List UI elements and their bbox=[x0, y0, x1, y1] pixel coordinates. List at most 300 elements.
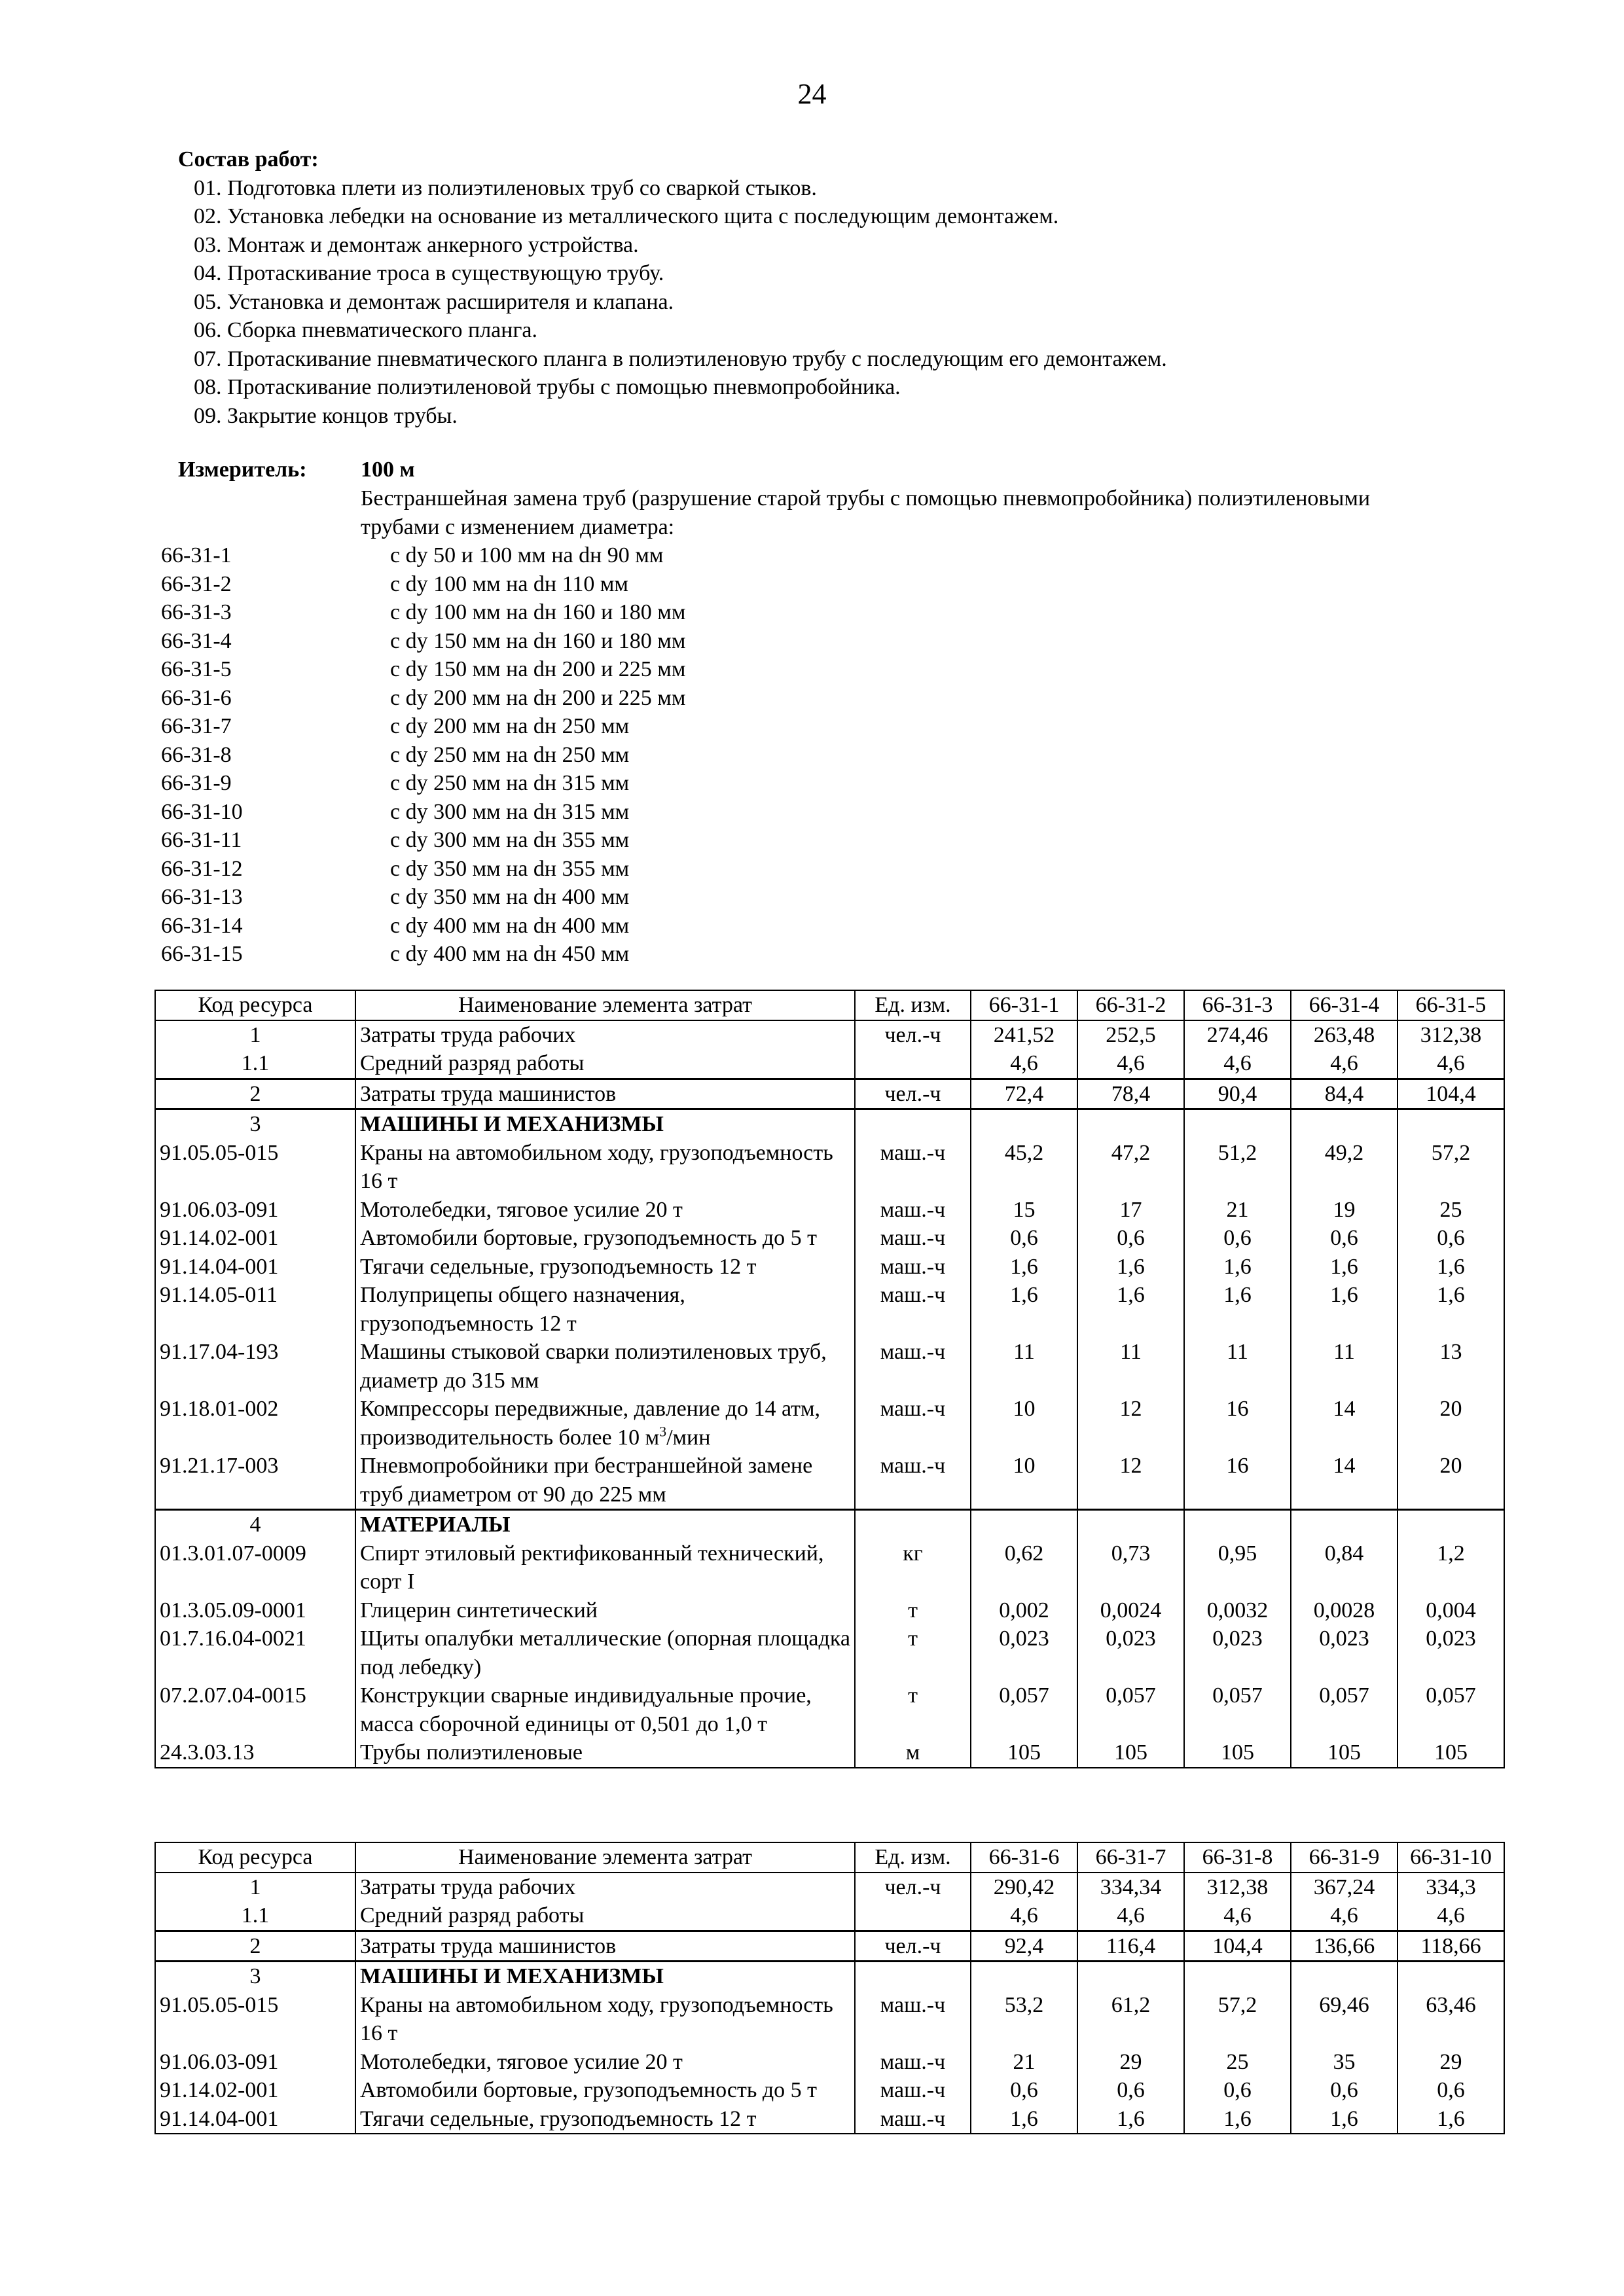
resource-value: 15 bbox=[971, 1196, 1077, 1225]
measure-description-line: Бестраншейная замена труб (разрушение старой трубы с помощью пневмопробойника) полиэтиленовыми bbox=[361, 486, 1371, 511]
resource-name: Краны на автомобильном ходу, грузоподъемность 16 т bbox=[355, 1139, 855, 1196]
resource-unit bbox=[855, 1962, 971, 1991]
norm-code-description: с dу 350 мм на dн 355 мм bbox=[390, 856, 630, 881]
measure-label: Измеритель: bbox=[178, 457, 307, 482]
norm-code-row bbox=[161, 684, 1077, 713]
header-norm-column: 66-31-6 bbox=[971, 1842, 1077, 1873]
resource-name: МАШИНЫ И МЕХАНИЗМЫ bbox=[355, 1109, 855, 1139]
resource-value: 12 bbox=[1077, 1452, 1184, 1510]
resource-value: 118,66 bbox=[1398, 1931, 1504, 1962]
resource-value bbox=[1077, 1109, 1184, 1139]
table-row bbox=[155, 1020, 1504, 1050]
resource-value: 0,023 bbox=[1398, 1624, 1504, 1681]
resource-code: 3 bbox=[155, 1962, 355, 1991]
resource-name: Средний разряд работы bbox=[355, 1049, 855, 1079]
resource-code: 91.05.05-015 bbox=[155, 1991, 355, 2048]
resource-value bbox=[1398, 1962, 1504, 1991]
resource-value: 84,4 bbox=[1291, 1079, 1398, 1109]
resource-name: Мотолебедки, тяговое усилие 20 т bbox=[355, 1196, 855, 1225]
resource-unit: маш.-ч bbox=[855, 2105, 971, 2134]
resource-value: 367,24 bbox=[1291, 1873, 1398, 1902]
norm-code-row bbox=[161, 912, 1077, 941]
resource-code: 01.3.05.09-0001 bbox=[155, 1596, 355, 1625]
resource-value: 1,6 bbox=[1077, 2105, 1184, 2134]
norm-code: 66-31-11 bbox=[161, 828, 242, 852]
resource-value: 19 bbox=[1291, 1196, 1398, 1225]
resource-value: 105 bbox=[1077, 1738, 1184, 1768]
resource-value: 116,4 bbox=[1077, 1931, 1184, 1962]
norm-code-row bbox=[161, 627, 1077, 656]
resource-table-2 bbox=[154, 1842, 1505, 2134]
resource-value: 11 bbox=[1184, 1338, 1291, 1395]
resource-value: 16 bbox=[1184, 1395, 1291, 1452]
resource-unit: маш.-ч bbox=[855, 1452, 971, 1510]
header-norm-column: 66-31-3 bbox=[1184, 990, 1291, 1020]
resource-value: 35 bbox=[1291, 2048, 1398, 2077]
resource-value: 105 bbox=[971, 1738, 1077, 1768]
resource-value: 0,057 bbox=[971, 1681, 1077, 1738]
resource-code: 91.06.03-091 bbox=[155, 1196, 355, 1225]
norm-code-row bbox=[161, 798, 1077, 827]
resource-value: 0,023 bbox=[1184, 1624, 1291, 1681]
table-row bbox=[155, 1079, 1504, 1109]
header-code: Код ресурса bbox=[155, 1842, 355, 1873]
resource-unit: маш.-ч bbox=[855, 2076, 971, 2105]
table-row bbox=[155, 1681, 1504, 1738]
resource-code: 91.21.17-003 bbox=[155, 1452, 355, 1510]
table-row bbox=[155, 1873, 1504, 1902]
resource-value: 11 bbox=[971, 1338, 1077, 1395]
resource-value: 104,4 bbox=[1184, 1931, 1291, 1962]
composition-item: 05. Установка и демонтаж расширителя и клапана. bbox=[194, 289, 674, 314]
resource-unit: маш.-ч bbox=[855, 1395, 971, 1452]
resource-code: 07.2.07.04-0015 bbox=[155, 1681, 355, 1738]
resource-value: 4,6 bbox=[1184, 1049, 1291, 1079]
resource-value: 92,4 bbox=[971, 1931, 1077, 1962]
resource-value: 14 bbox=[1291, 1395, 1398, 1452]
composition-of-works bbox=[178, 145, 1487, 430]
resource-name: Пневмопробойники при бестраншейной замене труб диаметром от 90 до 225 мм bbox=[355, 1452, 855, 1510]
resource-code: 01.7.16.04-0021 bbox=[155, 1624, 355, 1681]
table-row bbox=[155, 1049, 1504, 1079]
resource-value: 0,84 bbox=[1291, 1539, 1398, 1596]
resource-unit: маш.-ч bbox=[855, 2048, 971, 2077]
norm-code: 66-31-14 bbox=[161, 913, 243, 938]
norm-code: 66-31-13 bbox=[161, 885, 243, 909]
table-header-row bbox=[155, 1842, 1504, 1873]
resource-value: 49,2 bbox=[1291, 1139, 1398, 1196]
resource-value: 252,5 bbox=[1077, 1020, 1184, 1050]
resource-code: 1.1 bbox=[155, 1049, 355, 1079]
resource-value: 105 bbox=[1398, 1738, 1504, 1768]
table-row bbox=[155, 2105, 1504, 2134]
norm-code-row bbox=[161, 712, 1077, 741]
resource-name: Конструкции сварные индивидуальные прочие, масса сборочной единицы от 0,501 до 1,0 т bbox=[355, 1681, 855, 1738]
table-row bbox=[155, 1901, 1504, 1931]
resource-code: 24.3.03.13 bbox=[155, 1738, 355, 1768]
resource-name: Компрессоры передвижные, давление до 14 атм, производительность более 10 $м^3$/мин bbox=[355, 1395, 855, 1452]
resource-value: 0,73 bbox=[1077, 1539, 1184, 1596]
resource-value: 57,2 bbox=[1184, 1991, 1291, 2048]
resource-value: 4,6 bbox=[1291, 1901, 1398, 1931]
resource-value: 1,6 bbox=[971, 2105, 1077, 2134]
table-row bbox=[155, 1109, 1504, 1139]
resource-value bbox=[1398, 1510, 1504, 1539]
resource-value: 78,4 bbox=[1077, 1079, 1184, 1109]
composition-item: 07. Протаскивание пневматического планга в полиэтиленовую трубу с последующим его демонтажем. bbox=[194, 346, 1167, 371]
resource-value: 312,38 bbox=[1398, 1020, 1504, 1050]
resource-value: 1,6 bbox=[1291, 1281, 1398, 1338]
resource-unit: маш.-ч bbox=[855, 1224, 971, 1253]
norm-code: 66-31-12 bbox=[161, 856, 243, 881]
norm-code-description: с dу 50 и 100 мм на dн 90 мм bbox=[390, 543, 664, 567]
norm-code: 66-31-7 bbox=[161, 714, 232, 738]
resource-value: 334,3 bbox=[1398, 1873, 1504, 1902]
table-row bbox=[155, 1991, 1504, 2048]
measure-value: 100 м bbox=[361, 457, 415, 482]
header-norm-column: 66-31-8 bbox=[1184, 1842, 1291, 1873]
resource-value: 1,6 bbox=[971, 1253, 1077, 1282]
resource-value: 72,4 bbox=[971, 1079, 1077, 1109]
norm-code-description: с dу 250 мм на dн 250 мм bbox=[390, 742, 630, 767]
resource-value: 57,2 bbox=[1398, 1139, 1504, 1196]
resource-unit: маш.-ч bbox=[855, 1338, 971, 1395]
resource-value: 14 bbox=[1291, 1452, 1398, 1510]
table-row bbox=[155, 1281, 1504, 1338]
resource-name: Тягачи седельные, грузоподъемность 12 т bbox=[355, 1253, 855, 1282]
resource-table-1 bbox=[154, 990, 1505, 1768]
resource-code: 2 bbox=[155, 1931, 355, 1962]
resource-unit: м bbox=[855, 1738, 971, 1768]
resource-value: 334,34 bbox=[1077, 1873, 1184, 1902]
header-norm-column: 66-31-1 bbox=[971, 990, 1077, 1020]
norm-code: 66-31-10 bbox=[161, 799, 243, 824]
page-number: 24 bbox=[797, 78, 827, 110]
resource-value bbox=[1184, 1962, 1291, 1991]
resource-value: 45,2 bbox=[971, 1139, 1077, 1196]
resource-name: Затраты труда машинистов bbox=[355, 1079, 855, 1109]
resource-value: 0,057 bbox=[1398, 1681, 1504, 1738]
resource-value: 1,6 bbox=[971, 1281, 1077, 1338]
table-row bbox=[155, 1338, 1504, 1395]
resource-value: 263,48 bbox=[1291, 1020, 1398, 1050]
table-row bbox=[155, 1224, 1504, 1253]
header-name: Наименование элемента затрат bbox=[355, 1842, 855, 1873]
resource-value: 0,6 bbox=[971, 1224, 1077, 1253]
table-row bbox=[155, 1931, 1504, 1962]
composition-item: 06. Сборка пневматического планга. bbox=[194, 318, 537, 342]
norm-code: 66-31-9 bbox=[161, 771, 232, 795]
resource-value: 0,95 bbox=[1184, 1539, 1291, 1596]
resource-name: Полуприцепы общего назначения, грузоподъемность 12 т bbox=[355, 1281, 855, 1338]
resource-value: 63,46 bbox=[1398, 1991, 1504, 2048]
norm-code-description: с dу 350 мм на dн 400 мм bbox=[390, 885, 630, 909]
norm-code: 66-31-6 bbox=[161, 685, 232, 710]
header-code: Код ресурса bbox=[155, 990, 355, 1020]
measure-header bbox=[178, 456, 1487, 484]
resource-value bbox=[1077, 1510, 1184, 1539]
resource-value: 0,6 bbox=[1077, 2076, 1184, 2105]
table-row bbox=[155, 1196, 1504, 1225]
header-norm-column: 66-31-4 bbox=[1291, 990, 1398, 1020]
resource-value: 105 bbox=[1184, 1738, 1291, 1768]
norm-code-row bbox=[161, 655, 1077, 684]
resource-value: 0,0032 bbox=[1184, 1596, 1291, 1625]
composition-item: 09. Закрытие концов трубы. bbox=[194, 403, 458, 428]
resource-value: 4,6 bbox=[1398, 1901, 1504, 1931]
resource-unit: чел.-ч bbox=[855, 1020, 971, 1050]
norm-code-description: с dу 400 мм на dн 400 мм bbox=[390, 913, 630, 938]
resource-value: 0,004 bbox=[1398, 1596, 1504, 1625]
header-norm-column: 66-31-7 bbox=[1077, 1842, 1184, 1873]
table-row bbox=[155, 2076, 1504, 2105]
resource-value: 51,2 bbox=[1184, 1139, 1291, 1196]
resource-value: 16 bbox=[1184, 1452, 1291, 1510]
resource-unit bbox=[855, 1109, 971, 1139]
header-norm-column: 66-31-10 bbox=[1398, 1842, 1504, 1873]
resource-name: МАТЕРИАЛЫ bbox=[355, 1510, 855, 1539]
resource-unit: маш.-ч bbox=[855, 1281, 971, 1338]
resource-value: 241,52 bbox=[971, 1020, 1077, 1050]
resource-value: 1,6 bbox=[1291, 1253, 1398, 1282]
norm-code-description: с dу 200 мм на dн 200 и 225 мм bbox=[390, 685, 686, 710]
header-unit: Ед. изм. bbox=[855, 1842, 971, 1873]
resource-name: Спирт этиловый ректификованный технический, сорт I bbox=[355, 1539, 855, 1596]
norm-code-row bbox=[161, 741, 1077, 770]
table-row bbox=[155, 1962, 1504, 1991]
norm-code-description: с dу 250 мм на dн 315 мм bbox=[390, 771, 630, 795]
resource-unit: чел.-ч bbox=[855, 1873, 971, 1902]
resource-value bbox=[971, 1510, 1077, 1539]
norm-code-row bbox=[161, 826, 1077, 855]
resource-value: 47,2 bbox=[1077, 1139, 1184, 1196]
resource-value bbox=[1291, 1510, 1398, 1539]
resource-value: 25 bbox=[1184, 2048, 1291, 2077]
resource-unit: чел.-ч bbox=[855, 1931, 971, 1962]
table-row bbox=[155, 2048, 1504, 2077]
resource-code: 91.14.04-001 bbox=[155, 2105, 355, 2134]
resource-name: МАШИНЫ И МЕХАНИЗМЫ bbox=[355, 1962, 855, 1991]
resource-value: 1,6 bbox=[1184, 2105, 1291, 2134]
resource-code: 91.17.04-193 bbox=[155, 1338, 355, 1395]
resource-value: 10 bbox=[971, 1452, 1077, 1510]
resource-value: 312,38 bbox=[1184, 1873, 1291, 1902]
norm-code-row bbox=[161, 598, 1077, 627]
resource-unit: маш.-ч bbox=[855, 1991, 971, 2048]
norm-code-row bbox=[161, 769, 1077, 798]
resource-name: Средний разряд работы bbox=[355, 1901, 855, 1931]
resource-value: 4,6 bbox=[1077, 1049, 1184, 1079]
resource-name: Щиты опалубки металлические (опорная площадка под лебедку) bbox=[355, 1624, 855, 1681]
header-norm-column: 66-31-9 bbox=[1291, 1842, 1398, 1873]
norm-code-description: с dу 300 мм на dн 315 мм bbox=[390, 799, 630, 824]
table-row bbox=[155, 1539, 1504, 1596]
table-header-row bbox=[155, 990, 1504, 1020]
resource-code: 2 bbox=[155, 1079, 355, 1109]
resource-unit: т bbox=[855, 1596, 971, 1625]
resource-value: 13 bbox=[1398, 1338, 1504, 1395]
resource-value: 0,0024 bbox=[1077, 1596, 1184, 1625]
resource-name: Тягачи седельные, грузоподъемность 12 т bbox=[355, 2105, 855, 2134]
norm-code-row bbox=[161, 570, 1077, 599]
resource-value bbox=[1291, 1109, 1398, 1139]
resource-value: 1,2 bbox=[1398, 1539, 1504, 1596]
resource-unit: т bbox=[855, 1681, 971, 1738]
resource-value: 20 bbox=[1398, 1452, 1504, 1510]
resource-value: 1,6 bbox=[1398, 1281, 1504, 1338]
resource-code: 91.14.05-011 bbox=[155, 1281, 355, 1338]
norm-code: 66-31-4 bbox=[161, 628, 232, 653]
resource-value: 0,6 bbox=[1398, 2076, 1504, 2105]
header-norm-column: 66-31-5 bbox=[1398, 990, 1504, 1020]
resource-value: 0,62 bbox=[971, 1539, 1077, 1596]
resource-value: 4,6 bbox=[971, 1049, 1077, 1079]
measure-description bbox=[361, 484, 1513, 541]
resource-code: 91.06.03-091 bbox=[155, 2048, 355, 2077]
resource-unit: маш.-ч bbox=[855, 1139, 971, 1196]
norm-code-row bbox=[161, 541, 1077, 570]
resource-value: 1,6 bbox=[1077, 1281, 1184, 1338]
norm-code: 66-31-15 bbox=[161, 942, 243, 966]
resource-value bbox=[1398, 1109, 1504, 1139]
resource-value: 4,6 bbox=[1077, 1901, 1184, 1931]
norm-code: 66-31-3 bbox=[161, 600, 232, 624]
resource-value bbox=[971, 1109, 1077, 1139]
resource-value: 0,6 bbox=[1077, 1224, 1184, 1253]
resource-value: 136,66 bbox=[1291, 1931, 1398, 1962]
resource-value: 0,6 bbox=[1291, 1224, 1398, 1253]
table-row bbox=[155, 1510, 1504, 1539]
resource-value: 0,0028 bbox=[1291, 1596, 1398, 1625]
composition-item: 02. Установка лебедки на основание из металлического щита с последующим демонтажем. bbox=[194, 204, 1059, 228]
resource-code: 91.14.02-001 bbox=[155, 2076, 355, 2105]
resource-unit bbox=[855, 1901, 971, 1931]
resource-value: 11 bbox=[1077, 1338, 1184, 1395]
resource-name: Автомобили бортовые, грузоподъемность до 5 т bbox=[355, 2076, 855, 2105]
norm-code-description: с dу 100 мм на dн 160 и 180 мм bbox=[390, 600, 686, 624]
resource-name: Затраты труда рабочих bbox=[355, 1020, 855, 1050]
resource-value: 20 bbox=[1398, 1395, 1504, 1452]
resource-code: 1 bbox=[155, 1020, 355, 1050]
resource-value: 274,46 bbox=[1184, 1020, 1291, 1050]
composition-item: 04. Протаскивание троса в существующую трубу. bbox=[194, 261, 664, 285]
composition-item: 03. Монтаж и демонтаж анкерного устройства. bbox=[194, 232, 639, 257]
resource-unit: маш.-ч bbox=[855, 1253, 971, 1282]
norm-code: 66-31-1 bbox=[161, 543, 232, 567]
resource-value: 0,057 bbox=[1291, 1681, 1398, 1738]
norm-code-description: с dу 400 мм на dн 450 мм bbox=[390, 942, 630, 966]
table-row bbox=[155, 1738, 1504, 1768]
resource-value: 21 bbox=[1184, 1196, 1291, 1225]
resource-code: 1 bbox=[155, 1873, 355, 1902]
norm-code-description: с dу 100 мм на dн 110 мм bbox=[390, 571, 628, 596]
resource-value: 69,46 bbox=[1291, 1991, 1398, 2048]
resource-name: Автомобили бортовые, грузоподъемность до 5 т bbox=[355, 1224, 855, 1253]
resource-value: 0,6 bbox=[1184, 1224, 1291, 1253]
resource-value: 0,6 bbox=[1184, 2076, 1291, 2105]
resource-value: 0,002 bbox=[971, 1596, 1077, 1625]
resource-name: Затраты труда рабочих bbox=[355, 1873, 855, 1902]
resource-unit bbox=[855, 1049, 971, 1079]
resource-code: 91.14.02-001 bbox=[155, 1224, 355, 1253]
table-row bbox=[155, 1596, 1504, 1625]
resource-value bbox=[971, 1962, 1077, 1991]
resource-code: 91.18.01-002 bbox=[155, 1395, 355, 1452]
resource-code: 3 bbox=[155, 1109, 355, 1139]
resource-value: 0,023 bbox=[971, 1624, 1077, 1681]
norm-code: 66-31-2 bbox=[161, 571, 232, 596]
resource-name: Краны на автомобильном ходу, грузоподъемность 16 т bbox=[355, 1991, 855, 2048]
resource-unit: кг bbox=[855, 1539, 971, 1596]
table-row bbox=[155, 1253, 1504, 1282]
resource-value: 90,4 bbox=[1184, 1079, 1291, 1109]
resource-value: 21 bbox=[971, 2048, 1077, 2077]
header-name: Наименование элемента затрат bbox=[355, 990, 855, 1020]
resource-value: 0,057 bbox=[1077, 1681, 1184, 1738]
resource-code: 01.3.01.07-0009 bbox=[155, 1539, 355, 1596]
composition-item: 01. Подготовка плети из полиэтиленовых труб со сваркой стыков. bbox=[194, 175, 817, 200]
resource-value: 29 bbox=[1398, 2048, 1504, 2077]
resource-value bbox=[1184, 1109, 1291, 1139]
resource-value: 0,6 bbox=[1291, 2076, 1398, 2105]
resource-value bbox=[1077, 1962, 1184, 1991]
resource-value: 4,6 bbox=[971, 1901, 1077, 1931]
resource-name: Затраты труда машинистов bbox=[355, 1931, 855, 1962]
table-row bbox=[155, 1139, 1504, 1196]
norm-code-row bbox=[161, 940, 1077, 969]
resource-value: 290,42 bbox=[971, 1873, 1077, 1902]
header-unit: Ед. изм. bbox=[855, 990, 971, 1020]
norm-code: 66-31-5 bbox=[161, 657, 232, 681]
resource-value: 4,6 bbox=[1291, 1049, 1398, 1079]
resource-unit: маш.-ч bbox=[855, 1196, 971, 1225]
resource-value: 1,6 bbox=[1398, 2105, 1504, 2134]
resource-value: 17 bbox=[1077, 1196, 1184, 1225]
resource-name: Мотолебедки, тяговое усилие 20 т bbox=[355, 2048, 855, 2077]
norm-code-row bbox=[161, 883, 1077, 912]
norm-code-description: с dу 300 мм на dн 355 мм bbox=[390, 828, 630, 852]
resource-code: 1.1 bbox=[155, 1901, 355, 1931]
resource-value: 53,2 bbox=[971, 1991, 1077, 2048]
resource-unit: чел.-ч bbox=[855, 1079, 971, 1109]
resource-unit: т bbox=[855, 1624, 971, 1681]
resource-value: 0,057 bbox=[1184, 1681, 1291, 1738]
composition-item: 08. Протаскивание полиэтиленовой трубы с помощью пневмопробойника. bbox=[194, 375, 901, 399]
resource-value: 4,6 bbox=[1184, 1901, 1291, 1931]
resource-name: Глицерин синтетический bbox=[355, 1596, 855, 1625]
resource-name: Трубы полиэтиленовые bbox=[355, 1738, 855, 1768]
resource-value: 1,6 bbox=[1291, 2105, 1398, 2134]
composition-list bbox=[178, 174, 1487, 431]
resource-value: 61,2 bbox=[1077, 1991, 1184, 2048]
composition-title: Состав работ: bbox=[178, 147, 319, 171]
norm-code-description: с dу 150 мм на dн 200 и 225 мм bbox=[390, 657, 686, 681]
resource-value: 104,4 bbox=[1398, 1079, 1504, 1109]
resource-value: 10 bbox=[971, 1395, 1077, 1452]
resource-value bbox=[1184, 1510, 1291, 1539]
norm-code: 66-31-8 bbox=[161, 742, 232, 767]
resource-value: 0,023 bbox=[1291, 1624, 1398, 1681]
measure-description-line: трубами с изменением диаметра: bbox=[361, 514, 675, 539]
norm-code-description: с dу 200 мм на dн 250 мм bbox=[390, 714, 630, 738]
norm-codes-list bbox=[161, 541, 1077, 969]
resource-value: 0,023 bbox=[1077, 1624, 1184, 1681]
resource-value: 0,6 bbox=[971, 2076, 1077, 2105]
norm-code-row bbox=[161, 855, 1077, 884]
resource-value: 25 bbox=[1398, 1196, 1504, 1225]
resource-value: 29 bbox=[1077, 2048, 1184, 2077]
header-norm-column: 66-31-2 bbox=[1077, 990, 1184, 1020]
